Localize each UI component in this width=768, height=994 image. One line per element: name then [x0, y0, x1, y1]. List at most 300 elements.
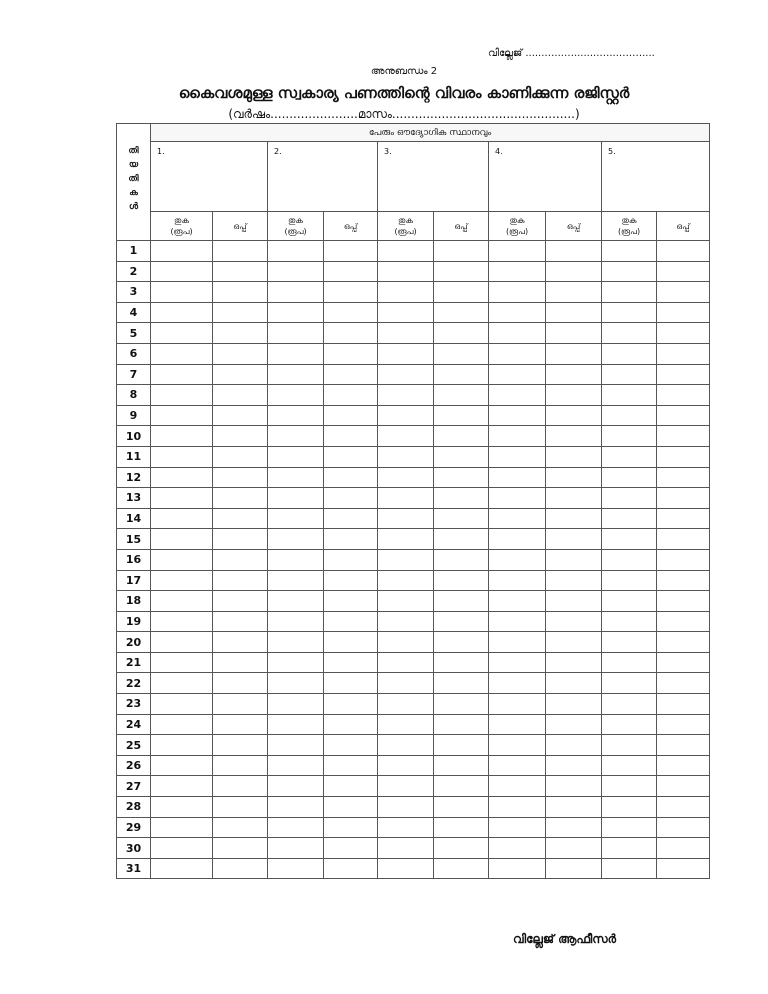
amount-entry-cell[interactable] — [268, 652, 324, 673]
signature-entry-cell[interactable] — [657, 694, 710, 715]
amount-entry-cell[interactable] — [489, 529, 546, 550]
signature-entry-cell[interactable] — [324, 282, 378, 303]
amount-entry-cell[interactable] — [378, 797, 434, 818]
signature-entry-cell[interactable] — [434, 282, 489, 303]
signature-entry-cell[interactable] — [213, 488, 268, 509]
signature-entry-cell[interactable] — [213, 323, 268, 344]
signature-entry-cell[interactable] — [657, 632, 710, 653]
signature-entry-cell[interactable] — [546, 735, 602, 756]
signature-entry-cell[interactable] — [213, 673, 268, 694]
signature-entry-cell[interactable] — [657, 343, 710, 364]
amount-entry-cell[interactable] — [268, 694, 324, 715]
amount-entry-cell[interactable] — [489, 549, 546, 570]
amount-entry-cell[interactable] — [151, 549, 213, 570]
amount-entry-cell[interactable] — [378, 343, 434, 364]
amount-entry-cell[interactable] — [378, 776, 434, 797]
signature-entry-cell[interactable] — [213, 529, 268, 550]
signature-entry-cell[interactable] — [434, 570, 489, 591]
amount-entry-cell[interactable] — [489, 714, 546, 735]
signature-entry-cell[interactable] — [213, 797, 268, 818]
signature-entry-cell[interactable] — [434, 735, 489, 756]
signature-entry-cell[interactable] — [434, 343, 489, 364]
signature-entry-cell[interactable] — [324, 838, 378, 859]
signature-entry-cell[interactable] — [213, 343, 268, 364]
signature-entry-cell[interactable] — [324, 797, 378, 818]
amount-entry-cell[interactable] — [602, 426, 657, 447]
signature-entry-cell[interactable] — [546, 426, 602, 447]
amount-entry-cell[interactable] — [151, 755, 213, 776]
signature-entry-cell[interactable] — [546, 776, 602, 797]
amount-entry-cell[interactable] — [151, 488, 213, 509]
signature-entry-cell[interactable] — [434, 776, 489, 797]
signature-entry-cell[interactable] — [657, 797, 710, 818]
amount-entry-cell[interactable] — [268, 508, 324, 529]
amount-entry-cell[interactable] — [602, 611, 657, 632]
amount-entry-cell[interactable] — [489, 364, 546, 385]
signature-entry-cell[interactable] — [434, 241, 489, 262]
signature-entry-cell[interactable] — [434, 591, 489, 612]
signature-entry-cell[interactable] — [213, 858, 268, 879]
amount-entry-cell[interactable] — [378, 755, 434, 776]
amount-entry-cell[interactable] — [602, 735, 657, 756]
amount-entry-cell[interactable] — [602, 632, 657, 653]
signature-entry-cell[interactable] — [657, 323, 710, 344]
signature-entry-cell[interactable] — [213, 735, 268, 756]
amount-entry-cell[interactable] — [489, 838, 546, 859]
signature-entry-cell[interactable] — [546, 570, 602, 591]
amount-entry-cell[interactable] — [602, 364, 657, 385]
signature-entry-cell[interactable] — [213, 364, 268, 385]
signature-entry-cell[interactable] — [546, 385, 602, 406]
signature-entry-cell[interactable] — [434, 817, 489, 838]
amount-entry-cell[interactable] — [602, 570, 657, 591]
signature-entry-cell[interactable] — [546, 302, 602, 323]
amount-entry-cell[interactable] — [268, 323, 324, 344]
amount-entry-cell[interactable] — [489, 632, 546, 653]
signature-entry-cell[interactable] — [434, 797, 489, 818]
amount-entry-cell[interactable] — [602, 446, 657, 467]
amount-entry-cell[interactable] — [602, 797, 657, 818]
signature-entry-cell[interactable] — [324, 755, 378, 776]
signature-entry-cell[interactable] — [213, 714, 268, 735]
amount-entry-cell[interactable] — [268, 302, 324, 323]
signature-entry-cell[interactable] — [657, 302, 710, 323]
amount-entry-cell[interactable] — [602, 549, 657, 570]
signature-entry-cell[interactable] — [657, 570, 710, 591]
signature-entry-cell[interactable] — [213, 467, 268, 488]
signature-entry-cell[interactable] — [213, 282, 268, 303]
signature-entry-cell[interactable] — [546, 591, 602, 612]
signature-entry-cell[interactable] — [324, 467, 378, 488]
amount-entry-cell[interactable] — [378, 570, 434, 591]
amount-entry-cell[interactable] — [268, 405, 324, 426]
signature-entry-cell[interactable] — [324, 570, 378, 591]
amount-entry-cell[interactable] — [151, 570, 213, 591]
signature-entry-cell[interactable] — [213, 611, 268, 632]
signature-entry-cell[interactable] — [324, 508, 378, 529]
signature-entry-cell[interactable] — [546, 467, 602, 488]
amount-entry-cell[interactable] — [268, 446, 324, 467]
signature-entry-cell[interactable] — [213, 446, 268, 467]
signature-entry-cell[interactable] — [324, 694, 378, 715]
signature-entry-cell[interactable] — [546, 817, 602, 838]
signature-entry-cell[interactable] — [213, 549, 268, 570]
signature-entry-cell[interactable] — [434, 694, 489, 715]
signature-entry-cell[interactable] — [546, 343, 602, 364]
signature-entry-cell[interactable] — [213, 426, 268, 447]
signature-entry-cell[interactable] — [657, 282, 710, 303]
amount-entry-cell[interactable] — [602, 261, 657, 282]
signature-entry-cell[interactable] — [434, 838, 489, 859]
signature-entry-cell[interactable] — [546, 282, 602, 303]
signature-entry-cell[interactable] — [213, 385, 268, 406]
signature-entry-cell[interactable] — [546, 549, 602, 570]
amount-entry-cell[interactable] — [151, 591, 213, 612]
signature-entry-cell[interactable] — [657, 817, 710, 838]
amount-entry-cell[interactable] — [151, 405, 213, 426]
amount-entry-cell[interactable] — [489, 755, 546, 776]
signature-entry-cell[interactable] — [213, 755, 268, 776]
signature-entry-cell[interactable] — [546, 323, 602, 344]
amount-entry-cell[interactable] — [489, 508, 546, 529]
amount-entry-cell[interactable] — [268, 343, 324, 364]
amount-entry-cell[interactable] — [151, 529, 213, 550]
amount-entry-cell[interactable] — [602, 755, 657, 776]
amount-entry-cell[interactable] — [378, 241, 434, 262]
signature-entry-cell[interactable] — [657, 426, 710, 447]
amount-entry-cell[interactable] — [151, 714, 213, 735]
amount-entry-cell[interactable] — [268, 632, 324, 653]
signature-entry-cell[interactable] — [434, 426, 489, 447]
signature-entry-cell[interactable] — [546, 694, 602, 715]
signature-entry-cell[interactable] — [324, 241, 378, 262]
amount-entry-cell[interactable] — [268, 611, 324, 632]
amount-entry-cell[interactable] — [378, 632, 434, 653]
signature-entry-cell[interactable] — [213, 261, 268, 282]
signature-entry-cell[interactable] — [213, 570, 268, 591]
amount-entry-cell[interactable] — [489, 591, 546, 612]
signature-entry-cell[interactable] — [213, 405, 268, 426]
amount-entry-cell[interactable] — [489, 673, 546, 694]
signature-entry-cell[interactable] — [546, 755, 602, 776]
signature-entry-cell[interactable] — [546, 261, 602, 282]
signature-entry-cell[interactable] — [657, 714, 710, 735]
signature-entry-cell[interactable] — [657, 529, 710, 550]
signature-entry-cell[interactable] — [324, 261, 378, 282]
signature-entry-cell[interactable] — [434, 405, 489, 426]
signature-entry-cell[interactable] — [657, 385, 710, 406]
signature-entry-cell[interactable] — [213, 652, 268, 673]
amount-entry-cell[interactable] — [378, 652, 434, 673]
amount-entry-cell[interactable] — [489, 446, 546, 467]
signature-entry-cell[interactable] — [657, 261, 710, 282]
amount-entry-cell[interactable] — [151, 426, 213, 447]
signature-entry-cell[interactable] — [546, 858, 602, 879]
amount-entry-cell[interactable] — [268, 529, 324, 550]
signature-entry-cell[interactable] — [657, 652, 710, 673]
amount-entry-cell[interactable] — [602, 858, 657, 879]
signature-entry-cell[interactable] — [546, 632, 602, 653]
amount-entry-cell[interactable] — [151, 858, 213, 879]
signature-entry-cell[interactable] — [546, 508, 602, 529]
amount-entry-cell[interactable] — [378, 817, 434, 838]
signature-entry-cell[interactable] — [657, 508, 710, 529]
amount-entry-cell[interactable] — [378, 405, 434, 426]
amount-entry-cell[interactable] — [602, 241, 657, 262]
amount-entry-cell[interactable] — [489, 302, 546, 323]
signature-entry-cell[interactable] — [324, 735, 378, 756]
amount-entry-cell[interactable] — [151, 652, 213, 673]
amount-entry-cell[interactable] — [489, 343, 546, 364]
signature-entry-cell[interactable] — [546, 405, 602, 426]
signature-entry-cell[interactable] — [434, 673, 489, 694]
amount-entry-cell[interactable] — [489, 385, 546, 406]
amount-entry-cell[interactable] — [268, 735, 324, 756]
signature-entry-cell[interactable] — [434, 261, 489, 282]
amount-entry-cell[interactable] — [268, 261, 324, 282]
amount-entry-cell[interactable] — [489, 570, 546, 591]
amount-entry-cell[interactable] — [151, 694, 213, 715]
signature-entry-cell[interactable] — [657, 755, 710, 776]
amount-entry-cell[interactable] — [602, 302, 657, 323]
amount-entry-cell[interactable] — [602, 817, 657, 838]
amount-entry-cell[interactable] — [378, 714, 434, 735]
signature-entry-cell[interactable] — [657, 549, 710, 570]
signature-entry-cell[interactable] — [324, 529, 378, 550]
amount-entry-cell[interactable] — [151, 343, 213, 364]
signature-entry-cell[interactable] — [213, 241, 268, 262]
amount-entry-cell[interactable] — [489, 405, 546, 426]
signature-entry-cell[interactable] — [434, 755, 489, 776]
amount-entry-cell[interactable] — [489, 858, 546, 879]
amount-entry-cell[interactable] — [378, 694, 434, 715]
signature-entry-cell[interactable] — [434, 364, 489, 385]
signature-entry-cell[interactable] — [657, 611, 710, 632]
amount-entry-cell[interactable] — [268, 570, 324, 591]
amount-entry-cell[interactable] — [268, 817, 324, 838]
amount-entry-cell[interactable] — [489, 282, 546, 303]
amount-entry-cell[interactable] — [378, 446, 434, 467]
signature-entry-cell[interactable] — [546, 446, 602, 467]
signature-entry-cell[interactable] — [546, 529, 602, 550]
amount-entry-cell[interactable] — [378, 385, 434, 406]
amount-entry-cell[interactable] — [378, 302, 434, 323]
amount-entry-cell[interactable] — [151, 735, 213, 756]
signature-entry-cell[interactable] — [657, 364, 710, 385]
amount-entry-cell[interactable] — [489, 776, 546, 797]
amount-entry-cell[interactable] — [489, 797, 546, 818]
amount-entry-cell[interactable] — [268, 426, 324, 447]
signature-entry-cell[interactable] — [657, 858, 710, 879]
signature-entry-cell[interactable] — [324, 488, 378, 509]
amount-entry-cell[interactable] — [151, 611, 213, 632]
signature-entry-cell[interactable] — [546, 611, 602, 632]
signature-entry-cell[interactable] — [546, 673, 602, 694]
amount-entry-cell[interactable] — [378, 282, 434, 303]
signature-entry-cell[interactable] — [657, 673, 710, 694]
amount-entry-cell[interactable] — [378, 488, 434, 509]
signature-entry-cell[interactable] — [324, 364, 378, 385]
amount-entry-cell[interactable] — [378, 838, 434, 859]
amount-entry-cell[interactable] — [489, 467, 546, 488]
amount-entry-cell[interactable] — [602, 652, 657, 673]
amount-entry-cell[interactable] — [268, 549, 324, 570]
signature-entry-cell[interactable] — [434, 467, 489, 488]
signature-entry-cell[interactable] — [434, 323, 489, 344]
amount-entry-cell[interactable] — [151, 776, 213, 797]
signature-entry-cell[interactable] — [546, 241, 602, 262]
signature-entry-cell[interactable] — [324, 446, 378, 467]
amount-entry-cell[interactable] — [602, 508, 657, 529]
signature-entry-cell[interactable] — [657, 488, 710, 509]
amount-entry-cell[interactable] — [151, 797, 213, 818]
signature-entry-cell[interactable] — [546, 488, 602, 509]
signature-entry-cell[interactable] — [324, 426, 378, 447]
signature-entry-cell[interactable] — [434, 858, 489, 879]
amount-entry-cell[interactable] — [268, 838, 324, 859]
signature-entry-cell[interactable] — [434, 529, 489, 550]
amount-entry-cell[interactable] — [378, 611, 434, 632]
signature-entry-cell[interactable] — [213, 838, 268, 859]
amount-entry-cell[interactable] — [151, 508, 213, 529]
amount-entry-cell[interactable] — [602, 838, 657, 859]
signature-entry-cell[interactable] — [324, 611, 378, 632]
amount-entry-cell[interactable] — [489, 426, 546, 447]
signature-entry-cell[interactable] — [324, 323, 378, 344]
amount-entry-cell[interactable] — [268, 385, 324, 406]
amount-entry-cell[interactable] — [602, 776, 657, 797]
signature-entry-cell[interactable] — [434, 632, 489, 653]
amount-entry-cell[interactable] — [489, 611, 546, 632]
signature-entry-cell[interactable] — [657, 405, 710, 426]
amount-entry-cell[interactable] — [151, 241, 213, 262]
amount-entry-cell[interactable] — [378, 735, 434, 756]
amount-entry-cell[interactable] — [151, 364, 213, 385]
amount-entry-cell[interactable] — [489, 817, 546, 838]
signature-entry-cell[interactable] — [657, 467, 710, 488]
amount-entry-cell[interactable] — [489, 652, 546, 673]
signature-entry-cell[interactable] — [324, 343, 378, 364]
amount-entry-cell[interactable] — [489, 488, 546, 509]
signature-entry-cell[interactable] — [546, 714, 602, 735]
signature-entry-cell[interactable] — [324, 652, 378, 673]
signature-entry-cell[interactable] — [324, 858, 378, 879]
amount-entry-cell[interactable] — [268, 755, 324, 776]
amount-entry-cell[interactable] — [602, 529, 657, 550]
amount-entry-cell[interactable] — [268, 488, 324, 509]
signature-entry-cell[interactable] — [213, 591, 268, 612]
signature-entry-cell[interactable] — [546, 652, 602, 673]
signature-entry-cell[interactable] — [213, 776, 268, 797]
signature-entry-cell[interactable] — [434, 488, 489, 509]
amount-entry-cell[interactable] — [378, 858, 434, 879]
signature-entry-cell[interactable] — [434, 611, 489, 632]
signature-entry-cell[interactable] — [324, 302, 378, 323]
signature-entry-cell[interactable] — [213, 817, 268, 838]
amount-entry-cell[interactable] — [268, 364, 324, 385]
signature-entry-cell[interactable] — [213, 694, 268, 715]
signature-entry-cell[interactable] — [546, 364, 602, 385]
signature-entry-cell[interactable] — [657, 591, 710, 612]
amount-entry-cell[interactable] — [378, 261, 434, 282]
amount-entry-cell[interactable] — [378, 673, 434, 694]
amount-entry-cell[interactable] — [602, 714, 657, 735]
signature-entry-cell[interactable] — [324, 673, 378, 694]
signature-entry-cell[interactable] — [434, 385, 489, 406]
amount-entry-cell[interactable] — [268, 467, 324, 488]
signature-entry-cell[interactable] — [434, 446, 489, 467]
amount-entry-cell[interactable] — [489, 241, 546, 262]
amount-entry-cell[interactable] — [151, 467, 213, 488]
signature-entry-cell[interactable] — [657, 446, 710, 467]
amount-entry-cell[interactable] — [268, 858, 324, 879]
amount-entry-cell[interactable] — [378, 591, 434, 612]
amount-entry-cell[interactable] — [268, 714, 324, 735]
amount-entry-cell[interactable] — [378, 549, 434, 570]
amount-entry-cell[interactable] — [151, 632, 213, 653]
signature-entry-cell[interactable] — [324, 632, 378, 653]
signature-entry-cell[interactable] — [546, 838, 602, 859]
amount-entry-cell[interactable] — [151, 385, 213, 406]
signature-entry-cell[interactable] — [324, 405, 378, 426]
amount-entry-cell[interactable] — [151, 817, 213, 838]
signature-entry-cell[interactable] — [324, 776, 378, 797]
amount-entry-cell[interactable] — [489, 735, 546, 756]
amount-entry-cell[interactable] — [602, 405, 657, 426]
amount-entry-cell[interactable] — [602, 694, 657, 715]
amount-entry-cell[interactable] — [151, 673, 213, 694]
amount-entry-cell[interactable] — [602, 282, 657, 303]
amount-entry-cell[interactable] — [268, 282, 324, 303]
amount-entry-cell[interactable] — [489, 694, 546, 715]
signature-entry-cell[interactable] — [657, 776, 710, 797]
amount-entry-cell[interactable] — [602, 488, 657, 509]
amount-entry-cell[interactable] — [602, 343, 657, 364]
amount-entry-cell[interactable] — [151, 838, 213, 859]
signature-entry-cell[interactable] — [213, 508, 268, 529]
signature-entry-cell[interactable] — [434, 714, 489, 735]
amount-entry-cell[interactable] — [378, 364, 434, 385]
amount-entry-cell[interactable] — [602, 467, 657, 488]
amount-entry-cell[interactable] — [151, 282, 213, 303]
amount-entry-cell[interactable] — [378, 323, 434, 344]
signature-entry-cell[interactable] — [324, 549, 378, 570]
signature-entry-cell[interactable] — [546, 797, 602, 818]
amount-entry-cell[interactable] — [602, 673, 657, 694]
signature-entry-cell[interactable] — [434, 302, 489, 323]
signature-entry-cell[interactable] — [213, 632, 268, 653]
signature-entry-cell[interactable] — [324, 817, 378, 838]
signature-entry-cell[interactable] — [434, 549, 489, 570]
amount-entry-cell[interactable] — [378, 529, 434, 550]
amount-entry-cell[interactable] — [268, 673, 324, 694]
amount-entry-cell[interactable] — [378, 426, 434, 447]
amount-entry-cell[interactable] — [268, 797, 324, 818]
amount-entry-cell[interactable] — [268, 776, 324, 797]
amount-entry-cell[interactable] — [602, 323, 657, 344]
amount-entry-cell[interactable] — [151, 302, 213, 323]
signature-entry-cell[interactable] — [434, 508, 489, 529]
amount-entry-cell[interactable] — [268, 241, 324, 262]
amount-entry-cell[interactable] — [489, 323, 546, 344]
signature-entry-cell[interactable] — [657, 241, 710, 262]
amount-entry-cell[interactable] — [489, 261, 546, 282]
amount-entry-cell[interactable] — [151, 261, 213, 282]
signature-entry-cell[interactable] — [657, 735, 710, 756]
amount-entry-cell[interactable] — [268, 591, 324, 612]
amount-entry-cell[interactable] — [151, 446, 213, 467]
signature-entry-cell[interactable] — [324, 385, 378, 406]
